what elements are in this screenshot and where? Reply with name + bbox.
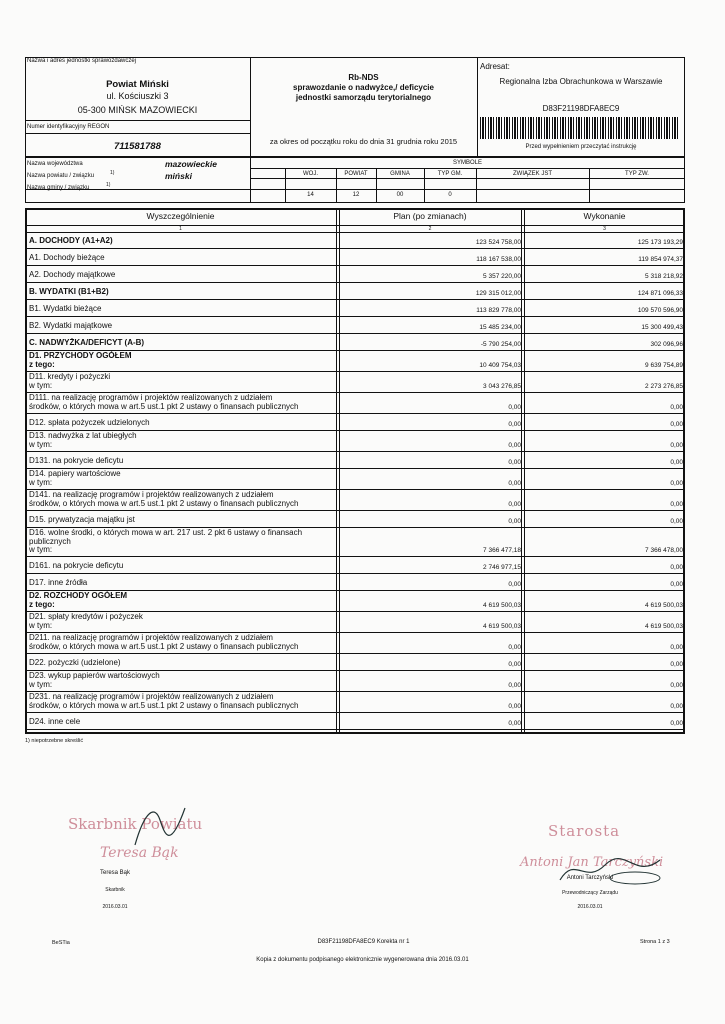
table-row [25, 300, 685, 317]
table-row [25, 671, 685, 692]
row-label: C. NADWYŻKA/DEFICYT (A-B) [29, 338, 145, 347]
row-plan-value: 7 366 477,18 [483, 547, 521, 554]
label-name-address: Nazwa i adres jednostki sprawozdawczej [27, 58, 137, 64]
table-row [25, 528, 685, 557]
instruction-note: Przed wypełnieniem przeczytać instrukcję [525, 144, 637, 150]
table-row [25, 283, 685, 300]
footer-page: Strona 1 z 3 [640, 939, 670, 945]
row-plan-value: 0,00 [508, 421, 521, 428]
row-plan-value: 2 746 977,15 [483, 564, 521, 571]
table-row [25, 414, 685, 431]
table-row [25, 574, 685, 591]
col-header-description: Wyszczególnienie [146, 211, 215, 221]
row-label: D17. inne źródła [29, 578, 88, 587]
row-plan-value: 0,00 [508, 518, 521, 525]
table-row [25, 511, 685, 528]
col-number: 1 [179, 226, 182, 232]
row-plan-value: 0,00 [508, 720, 521, 727]
stamp-left-name: Teresa Bąk [100, 845, 179, 861]
row-plan-value: 113 829 778,00 [476, 307, 521, 314]
col-number: 2 [428, 226, 432, 232]
row-plan-value: 118 167 538,00 [476, 256, 521, 263]
table-row [25, 393, 685, 414]
county-footnote-mark: 1) [110, 170, 115, 176]
row-plan-value: 0,00 [508, 480, 521, 487]
signer-right-name: Antoni Tarczyński [566, 875, 614, 881]
symbol-header: TYP GM. [437, 171, 463, 177]
row-execution-value: 7 366 478,00 [645, 547, 683, 554]
row-plan-value: 5 357 220,00 [483, 273, 521, 280]
symbol-header: TYP ZW. [625, 171, 649, 177]
table-row [25, 351, 685, 372]
row-execution-value: 119 854 974,37 [638, 256, 683, 263]
row-plan-value: 15 485 234,00 [479, 324, 521, 331]
row-plan-value: 123 524 758,00 [475, 239, 521, 246]
row-label: D1. PRZYCHODY OGÓŁEM z tego: [29, 351, 132, 369]
row-plan-value: -5 790 254,00 [480, 341, 521, 348]
row-label: D141. na realizację programów i projektów realizowanych z udziałem środków, o których mowa w art.5 ust.1 pkt 2 ustawy o finansach publicznych [29, 490, 299, 508]
row-execution-value: 4 619 500,03 [645, 602, 683, 609]
symbol-header: ZWIĄZEK JST [513, 171, 552, 177]
row-execution-value: 0,00 [670, 442, 683, 449]
report-period: za okres od początku roku do dnia 31 grudnia roku 2015 [269, 137, 458, 146]
report-title-1: sprawozdanie o nadwyżce,/ deficycie [293, 83, 434, 92]
signer-left-date: 2016.03.01 [102, 904, 128, 910]
label-voivodeship: Nazwa województwa [27, 161, 83, 167]
stamp-left-title: Skarbnik Powiatu [68, 815, 203, 833]
row-label: D16. wolne środki, o których mowa w art. 217 ust. 2 pkt 6 ustawy o finansach publicznych w tym: [29, 528, 303, 554]
row-execution-value: 0,00 [670, 404, 683, 411]
table-row [25, 232, 685, 249]
row-label: D211. na realizację programów i projektów realizowanych z udziałem środków, o których mowa w art.5 ust.1 pkt 2 ustawy o finansach publicznych [29, 633, 299, 651]
stamp-right-name: Antoni Jan Tarczyński [520, 855, 664, 870]
row-label: D131. na pokrycie deficytu [29, 456, 124, 465]
row-execution-value: 124 871 096,33 [637, 290, 683, 297]
row-label: A2. Dochody majątkowe [29, 270, 116, 279]
row-plan-value: 0,00 [508, 581, 521, 588]
signature-right [555, 850, 665, 890]
row-execution-value: 5 318 218,92 [645, 273, 683, 280]
barcode [480, 117, 680, 139]
symbol-value: 12 [352, 192, 360, 198]
voivodeship-value: mazowieckie [165, 159, 217, 169]
regon-value: 711581788 [114, 141, 161, 152]
unit-street: ul. Kościuszki 3 [106, 91, 169, 101]
table-row [25, 692, 685, 713]
row-label: D24. inne cele [29, 717, 81, 726]
row-label: D2. ROZCHODY OGÓŁEM z tego: [29, 591, 128, 609]
row-plan-value: 4 619 500,03 [483, 623, 521, 630]
row-label: D13. nadwyżka z lat ubiegłych w tym: [29, 431, 137, 449]
row-plan-value: 0,00 [508, 404, 521, 411]
row-label: D12. spłata pożyczek udzielonych [29, 418, 150, 427]
row-execution-value: 0,00 [670, 703, 683, 710]
table-row [25, 317, 685, 334]
row-execution-value: 125 173 193,29 [637, 239, 683, 246]
unit-name: Powiat Miński [106, 79, 169, 90]
symbol-value: 0 [448, 192, 452, 198]
row-execution-value: 0,00 [670, 421, 683, 428]
footer-copy-note: Kopia z dokumentu podpisanego elektronicznie wygenerowana dnia 2016.03.01 [256, 957, 469, 963]
row-execution-value: 2 273 276,85 [645, 383, 683, 390]
table-row [25, 612, 685, 633]
stamp-right-title: Starosta [548, 822, 621, 840]
row-label: D231. na realizację programów i projektów realizowanych z udziałem środków, o których mowa w art.5 ust.1 pkt 2 ustawy o finansach publicznych [29, 692, 299, 710]
addressee: Regionalna Izba Obrachunkowa w Warszawie [499, 77, 663, 86]
row-plan-value: 0,00 [508, 661, 521, 668]
row-label: B. WYDATKI (B1+B2) [29, 287, 109, 296]
row-label: B2. Wydatki majątkowe [29, 321, 113, 330]
row-label: D161. na pokrycie deficytu [29, 561, 124, 570]
symbol-value: 00 [396, 192, 404, 198]
symbol-header: GMINA [390, 171, 410, 177]
county-value: miński [165, 171, 192, 181]
row-label: D11. kredyty i pożyczki w tym: [29, 372, 111, 390]
table-row [25, 490, 685, 511]
row-label: D23. wykup papierów wartościowych w tym: [29, 671, 160, 689]
table-row [25, 452, 685, 469]
row-execution-value: 0,00 [670, 501, 683, 508]
row-execution-value: 0,00 [670, 459, 683, 466]
row-execution-value: 0,00 [670, 644, 683, 651]
row-execution-value: 4 619 500,03 [645, 623, 683, 630]
row-plan-value: 4 619 500,03 [483, 602, 521, 609]
symbol-header: POWIAT [344, 171, 368, 177]
table-row [25, 431, 685, 452]
footer-doc-line: D83F21198DFA8EC9 Korekta nr 1 [317, 939, 410, 945]
label-addressee: Adresat: [480, 62, 510, 71]
table-row [25, 713, 685, 730]
signer-right-date: 2016.03.01 [577, 904, 603, 910]
row-plan-value: 3 043 276,85 [483, 383, 521, 390]
row-label: D22. pożyczki (udzielone) [29, 658, 121, 667]
table-row [25, 591, 685, 612]
row-execution-value: 0,00 [670, 581, 683, 588]
label-regon: Numer identyfikacyjny REGON [27, 124, 110, 130]
table-row [25, 334, 685, 351]
row-execution-value: 15 300 499,43 [641, 324, 683, 331]
symbols-title: SYMBOLE [452, 160, 482, 166]
table-row [25, 266, 685, 283]
row-plan-value: 0,00 [508, 682, 521, 689]
signer-right-role: Przewodniczący Zarządu [562, 890, 618, 896]
table-row [25, 469, 685, 490]
row-plan-value: 0,00 [508, 501, 521, 508]
report-code: Rb-NDS [348, 73, 379, 82]
row-execution-value: 109 570 596,90 [637, 307, 683, 314]
footer-app: BeSTia [52, 940, 70, 946]
row-plan-value: 10 409 754,03 [479, 362, 521, 369]
label-county: Nazwa powiatu / związku [27, 173, 95, 179]
row-execution-value: 0,00 [670, 564, 683, 571]
row-plan-value: 0,00 [508, 644, 521, 651]
table-row [25, 633, 685, 654]
unit-city: 05-300 MIŃSK MAZOWIECKI [77, 105, 198, 115]
symbol-value: 14 [307, 192, 314, 198]
table-row [25, 372, 685, 393]
row-label: A1. Dochody bieżące [29, 253, 105, 262]
row-execution-value: 0,00 [670, 480, 683, 487]
row-label: A. DOCHODY (A1+A2) [29, 236, 113, 245]
col-header-plan: Plan (po zmianach) [393, 211, 467, 221]
row-label: D21. spłaty kredytów i pożyczek w tym: [29, 612, 143, 630]
row-plan-value: 129 315 012,00 [475, 290, 521, 297]
row-label: D14. papiery wartościowe w tym: [29, 469, 121, 487]
row-execution-value: 302 096,96 [650, 341, 683, 348]
footnote: 1) niepotrzebne skreślić [25, 738, 84, 744]
col-number: 3 [603, 226, 606, 232]
row-execution-value: 0,00 [670, 720, 683, 727]
table-row [25, 249, 685, 266]
symbol-header: WOJ. [303, 171, 318, 177]
table-row [25, 557, 685, 574]
row-execution-value: 9 639 754,89 [645, 362, 683, 369]
row-label: D111. na realizację programów i projektów realizowanych z udziałem środków, o których mowa w art.5 ust.1 pkt 2 ustawy o finansach publicznych [29, 393, 299, 411]
label-commune: Nazwa gminy / związku [27, 185, 90, 191]
table-row [25, 654, 685, 671]
signer-left-role: Skarbnik [105, 887, 125, 893]
row-plan-value: 0,00 [508, 459, 521, 466]
col-header-execution: Wykonanie [583, 211, 626, 221]
row-execution-value: 0,00 [670, 682, 683, 689]
row-label: B1. Wydatki bieżące [29, 304, 102, 313]
report-title-2: jednostki samorządu terytorialnego [295, 93, 432, 102]
row-plan-value: 0,00 [508, 442, 521, 449]
row-execution-value: 0,00 [670, 518, 683, 525]
row-plan-value: 0,00 [508, 703, 521, 710]
commune-footnote-mark: 1) [106, 182, 111, 188]
row-label: D15. prywatyzacja majątku jst [29, 515, 135, 524]
signer-left-name: Teresa Bąk [99, 870, 130, 876]
signature-left [130, 800, 190, 855]
row-execution-value: 0,00 [670, 661, 683, 668]
document-id: D83F21198DFA8EC9 [542, 104, 620, 113]
